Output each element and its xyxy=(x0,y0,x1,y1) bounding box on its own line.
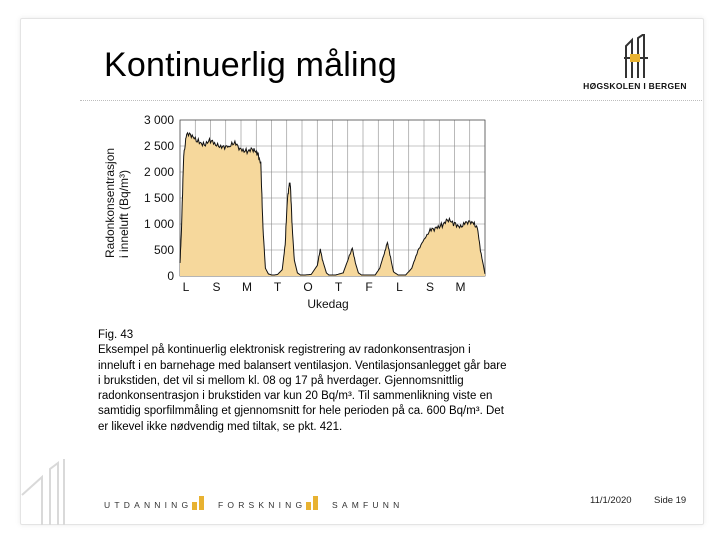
caption-label: Fig. 43 xyxy=(98,329,134,341)
y-tick-label: 0 xyxy=(167,269,174,283)
x-tick-label: T xyxy=(273,280,282,294)
footer-tagline xyxy=(100,494,520,514)
x-tick-label: M xyxy=(242,280,252,294)
x-axis-label: Ukedag xyxy=(307,297,349,311)
title-divider xyxy=(80,100,702,101)
radon-chart xyxy=(100,108,500,318)
logo-emblem xyxy=(580,34,690,80)
y-tick-label: 3 000 xyxy=(143,113,174,127)
slide-date: 11/1/2020 xyxy=(590,495,632,506)
figure-caption xyxy=(98,328,508,435)
x-tick-label: L xyxy=(396,280,403,294)
y-axis-label-line1: Radonkonsentrasjon xyxy=(103,147,117,258)
logo-text: HØGSKOLEN I BERGEN xyxy=(583,81,687,91)
y-tick-label: 1 500 xyxy=(143,191,174,205)
footer-word-forskning: FORSKNING xyxy=(218,500,307,510)
corner-decoration xyxy=(20,455,80,525)
x-tick-label: L xyxy=(182,280,190,294)
x-tick-label: O xyxy=(303,280,313,294)
y-tick-label: 2 500 xyxy=(143,139,174,153)
footer-word-utdanning: UTDANNING xyxy=(104,500,193,510)
y-axis-label-line2: i inneluft (Bq/m³) xyxy=(117,169,131,258)
x-tick-label: S xyxy=(425,280,435,294)
footer-word-samfunn: SAMFUNN xyxy=(332,500,404,510)
y-tick-label: 2 000 xyxy=(143,165,174,179)
x-tick-label: F xyxy=(365,280,373,294)
y-tick-label: 500 xyxy=(153,243,174,257)
hib-logo xyxy=(580,34,690,94)
caption-text: Eksempel på kontinuerlig elektronisk registrering av radonkonsentrasjon i inneluft i en barnehage med balansert ventilasjon. Ventilasjonsanlegget går bare i brukstiden, det vil si mellom kl. 08 og 17 på hverdager. Gjennomsnittlig radonkonsentrasjon i brukstiden var kun 20 Bq/m³. Til sammenlikning viste en samtidig sporfilmmåling et gjennomsnitt for hele perioden på ca. 600 Bq/m³. Det er likevel ikke nødvendig med tiltak, se pkt. 421. xyxy=(98,344,507,433)
x-tick-label: T xyxy=(334,280,343,294)
x-tick-label: M xyxy=(455,280,466,294)
yellow-bars-icon xyxy=(306,494,320,510)
yellow-bars-icon xyxy=(192,494,206,510)
x-tick-label: S xyxy=(212,280,221,294)
slide-page-number: Side 19 xyxy=(654,495,687,506)
y-tick-label: 1 000 xyxy=(143,217,174,231)
slide-title: Kontinuerlig måling xyxy=(104,46,397,84)
